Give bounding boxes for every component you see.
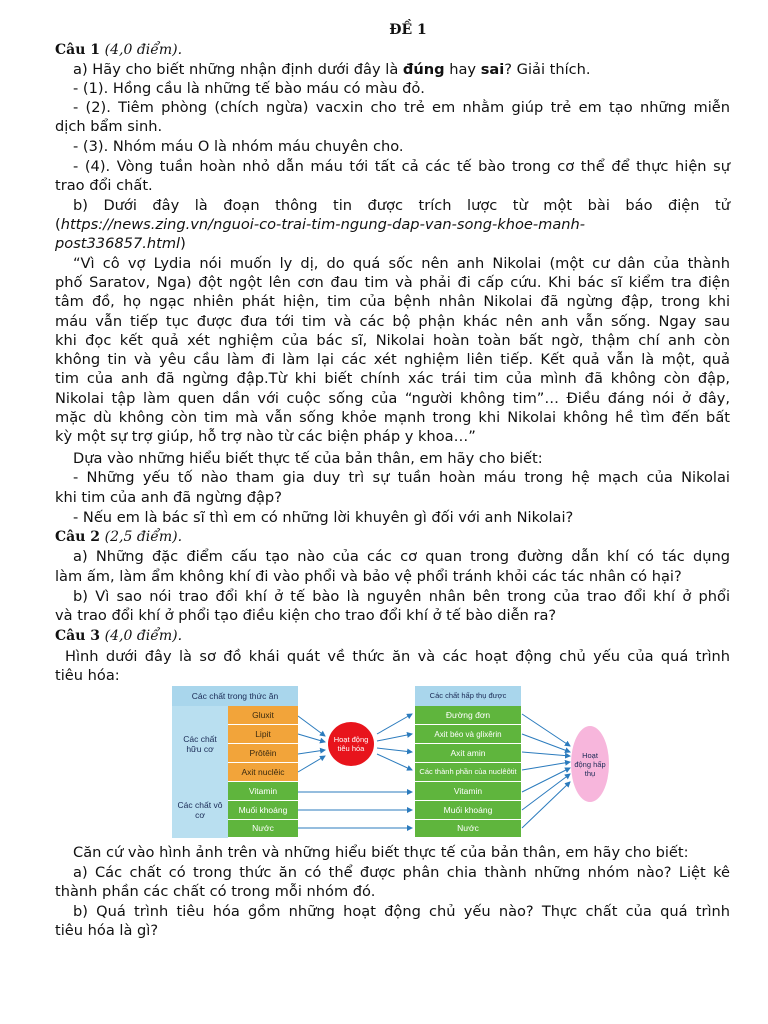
q1-b-intro: b) Dưới đây là đoạn thông tin được trích lược từ một bài báo điện tử	[73, 197, 730, 214]
quote-line: Nikolai tập làm quen dần với cuộc sống của “người không tim”… Điều đáng nói ở đây,	[55, 390, 730, 407]
quote-line: phố Saratov, Nga) đột ngột lên cơn đau tim và phải đi cấp cứu. Khi bác sĩ kiểm tra điện	[55, 274, 730, 291]
q3-heading	[55, 626, 730, 646]
q2-a-line1: a) Những đặc điểm cấu tạo nào của các cơ quan trong đường dẫn khí có tác dụng	[73, 548, 730, 565]
q1-statement-2-cont: dịch bẩm sinh.	[55, 118, 163, 135]
left-header: Các chất trong thức ăn	[172, 686, 298, 706]
quote-line: máu vẫn tiếp tục được đưa tới tim và các bộ phận khác nên anh vẫn sống. Ngay sau	[55, 313, 730, 330]
q1-b-question-1: - Những yếu tố nào tham gia duy trì sự tuần hoàn máu trong hệ mạch của Nikolai	[73, 469, 730, 486]
item-lipit: Lipit	[228, 725, 298, 744]
q1-label: Câu 1	[55, 42, 101, 58]
product-duong-don: Đường đơn	[415, 706, 521, 725]
q3-points: (4,0 điểm).	[104, 628, 183, 644]
q1-a-intro: a) Hãy cho biết những nhận định dưới đây là đúng hay sai? Giải thích.	[73, 61, 591, 78]
quote-line: tâm đồ, họ ngạc nhiên phát hiện, tim của bệnh nhân Nikolai đã ngừng đập, trong khi	[55, 293, 730, 310]
q3-a-line2: thành phần các chất có trong mỗi nhóm đó.	[55, 883, 376, 900]
group-inorganic: Các chất vô cơ	[172, 782, 228, 838]
q3-after-diagram: Căn cứ vào hình ảnh trên và những hiểu biết thực tế của bản thân, em hãy cho biết:	[73, 844, 689, 861]
item-protein: Prôtêin	[228, 744, 298, 763]
quote-line: kỳ một sự trợ giúp, hỗ trợ nào từ các biện pháp y khoa…”	[55, 428, 476, 445]
product-vitamin: Vitamin	[415, 782, 521, 801]
q1-b-url-line2: post336857.html)	[55, 235, 186, 252]
product-nucleotit: Các thành phần của nuclêôtit	[415, 763, 521, 782]
article-url: https://news.zing.vn/nguoi-co-trai-tim-ngung-dap-van-song-khoe-manh-	[60, 216, 586, 233]
q1-statement-1: - (1). Hồng cầu là những tế bào máu có màu đỏ.	[73, 80, 425, 97]
q1-points: (4,0 điểm).	[104, 42, 183, 58]
product-axit-beo: Axit béo và glixêrin	[415, 725, 521, 744]
product-axit-amin: Axit amin	[415, 744, 521, 763]
q2-label: Câu 2	[55, 529, 101, 545]
q1-statement-2: - (2). Tiêm phòng (chích ngừa) vacxin cho trẻ em nhằm giúp trẻ em tạo những miễn	[73, 99, 730, 116]
q1-instruction: Dựa vào những hiểu biết thực tế của bản thân, em hãy cho biết:	[73, 450, 543, 467]
q3-b-line2: tiêu hóa là gì?	[55, 922, 159, 939]
item-vitamin: Vitamin	[228, 782, 298, 801]
q1-statement-4-cont: trao đổi chất.	[55, 177, 153, 194]
q1-statement-4: - (4). Vòng tuần hoàn nhỏ dẫn máu tới tất cả các tế bào trong cơ thể để thực hiện sự	[73, 158, 730, 175]
q1-heading	[55, 40, 730, 60]
quote-line: tim của anh đã ngừng đập.Từ khi biết chính xác trái tim của mình đã không còn đập,	[55, 370, 730, 387]
product-muoi-khoang: Muối khoáng	[415, 801, 521, 820]
item-muoi-khoang: Muối khoáng	[228, 801, 298, 820]
q3-intro-line2: tiêu hóa:	[55, 667, 120, 684]
product-nuoc: Nước	[415, 820, 521, 838]
q1-b-url-line1: (https://news.zing.vn/nguoi-co-trai-tim-ngung-dap-van-song-khoe-manh-	[55, 216, 586, 233]
q3-intro-line1: Hình dưới đây là sơ đồ khái quát về thức ăn và các hoạt động chủ yếu của quá trình	[65, 648, 730, 665]
item-gluxit: Gluxit	[228, 706, 298, 725]
item-nuoc: Nước	[228, 820, 298, 838]
q2-b-line1: b) Vì sao nói trao đổi khí ở tế bào là nguyên nhân bên trong của trao đổi khí ở phổi	[73, 588, 730, 605]
quote-line: khi đọc kết quả xét nghiệm của bác sĩ, Nikolai hoàn toàn bất ngờ, thậm chí anh còn	[55, 332, 730, 349]
q3-b-line1: b) Quá trình tiêu hóa gồm những hoạt động chủ yếu nào? Thực chất của quá trình	[73, 903, 730, 920]
q1-b-question-1-cont: khi tim của anh đã ngừng đập?	[55, 489, 282, 506]
group-organic: Các chất hữu cơ	[172, 706, 228, 782]
q3-a-line1: a) Các chất có trong thức ăn có thể được phân chia thành những nhóm nào? Liệt kê	[73, 864, 730, 881]
quote-line: không tin và yêu cầu làm đi làm lại các xét nghiệm liên tiếp. Kết quả vẫn là một, quả	[55, 351, 730, 368]
q1-statement-3: - (3). Nhóm máu O là nhóm máu chuyên cho.	[73, 138, 404, 155]
exam-title: ĐỀ 1	[389, 22, 427, 38]
digestion-activity-circle: Hoạt động tiêu hóa	[328, 722, 374, 766]
q1-b-question-2: - Nếu em là bác sĩ thì em có những lời khuyên gì đối với anh Nikolai?	[73, 509, 574, 526]
absorption-activity-ellipse: Hoạt động hấp thụ	[571, 726, 609, 802]
digestion-diagram	[170, 686, 612, 842]
q2-heading	[55, 527, 730, 547]
item-axit-nucleic: Axit nuclêic	[228, 763, 298, 782]
quote-line: mặc dù không còn tim mà vẫn sống khỏe mạnh trong khi Nikolai không hề tìm đến bất	[55, 409, 730, 426]
right-header: Các chất hấp thụ được	[415, 686, 521, 706]
q2-a-line2: làm ấm, làm ẩm không khí đi vào phổi và bảo vệ phổi tránh khỏi các tác nhân có hại?	[55, 568, 682, 585]
q2-points: (2,5 điểm).	[104, 529, 183, 545]
q3-label: Câu 3	[55, 628, 101, 644]
q2-b-line2: và trao đổi khí ở phổi tạo điều kiện cho trao đổi khí ở tế bào diễn ra?	[55, 607, 557, 624]
quote-line: “Vì cô vợ Lydia nói muốn ly dị, do quá sốc nên anh Nikolai (một cư dân của thành	[73, 255, 730, 272]
